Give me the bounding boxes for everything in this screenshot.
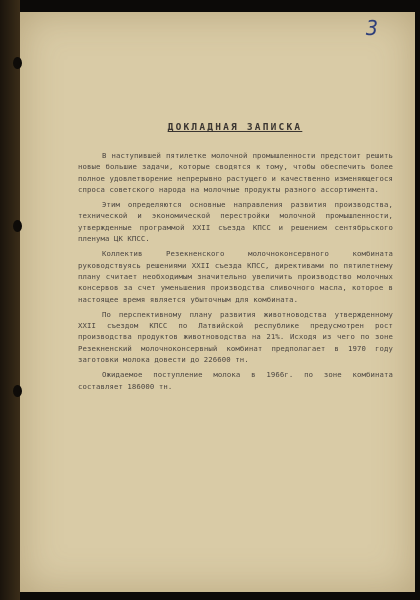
page-number: 3 xyxy=(366,16,379,40)
paragraph: Коллектив Резекненского молочноконсервного комбината руководствуясь решениями XXII съезда КПСС, директивами по пятилетнему плану считает необходимым значительно увеличить производство молочных консервов за счет уменьшения производства сливочного масла, которое в настоящее время является убыточным для комбината. xyxy=(78,249,393,304)
paragraph: В наступившей пятилетке молочной промышленности предстоит решить новые большие задачи, которые сводятся к тому, чтобы обеспечить более полное удовлетворение непрерывно растущего и качественно изменяющегося спроса советского народа на молочные продукты разного ассортимента. xyxy=(78,151,393,194)
document-title: ДОКЛАДНАЯ ЗАПИСКА xyxy=(167,122,303,133)
paragraph: Этим определяются основные направления развития производства, технической и экономической перестройки молочной промышленности, утвержденные программой XXII съезда КПСС и решением сентябрьского пленума ЦК КПСС. xyxy=(78,200,393,244)
paragraph: По перспективному плану развития животноводства утвержденному XXII съездом КПСС по Латвийской республике предусмотрен рост производства продуктов животноводства на 21%. Исходя из чего по зоне Резекненский молочноконсервный комбинат предполагает в 1970 году заготовки молока довести до 226600 тн. xyxy=(78,309,393,365)
binding-edge xyxy=(0,0,20,600)
punch-hole xyxy=(13,57,22,69)
document-body xyxy=(78,150,393,396)
punch-hole xyxy=(13,220,22,232)
paragraph: Ожидаемое поступление молока в 1966г. по зоне комбината составляет 186000 тн. xyxy=(78,370,393,391)
punch-hole xyxy=(13,385,22,397)
